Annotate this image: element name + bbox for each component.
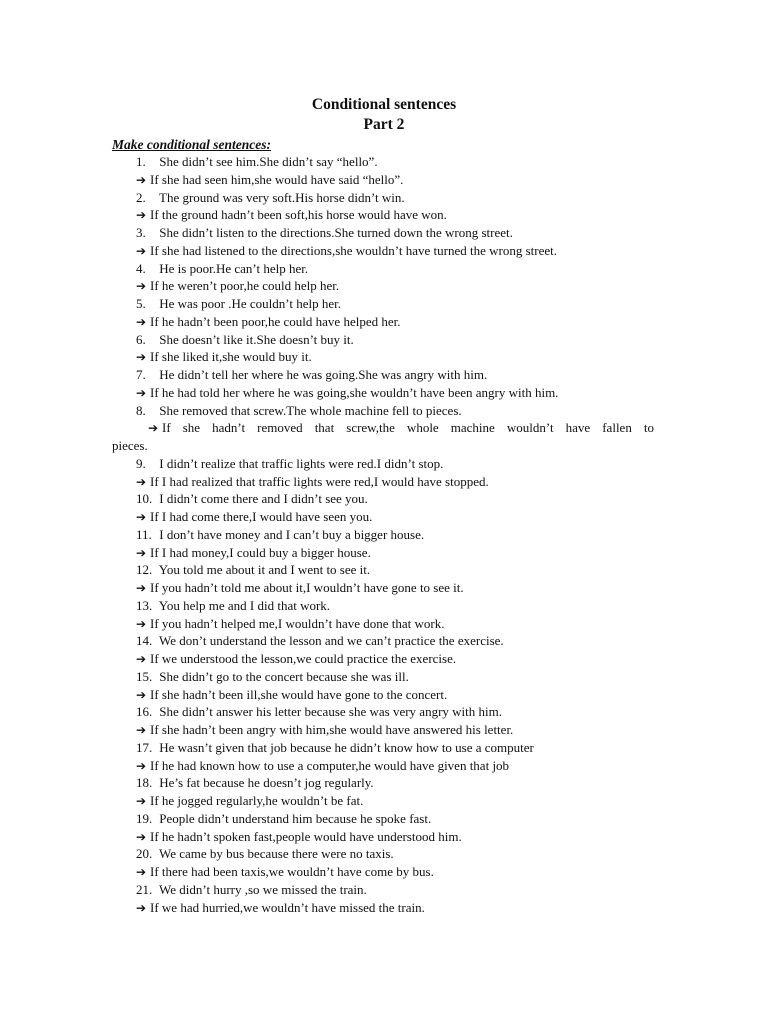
arrow-right-icon: ➔ — [136, 279, 147, 294]
arrow-right-icon: ➔ — [148, 421, 159, 436]
question-number: 17. — [136, 739, 153, 755]
answer-text: If I had realized that traffic lights were red,I would have stopped. — [150, 473, 489, 489]
exercise-question — [0, 224, 768, 242]
exercise-question — [0, 703, 768, 721]
arrow-right-icon: ➔ — [136, 474, 147, 489]
question-number: 12. — [136, 562, 153, 578]
exercise-answer — [0, 757, 768, 775]
answer-text: If she hadn’t been ill,she would have gone to the concert. — [150, 686, 448, 702]
arrow-right-icon: ➔ — [136, 829, 147, 844]
exercise-question — [0, 331, 768, 349]
exercise-question — [0, 260, 768, 278]
exercise-answer — [0, 242, 768, 260]
answer-text: If I had money,I could buy a bigger house. — [150, 544, 371, 560]
question-number: 13. — [136, 597, 153, 613]
question-number: 4. — [136, 260, 146, 276]
question-text: I don’t have money and I can’t buy a bigger house. — [159, 526, 425, 542]
answer-text: If you hadn’t helped me,I wouldn’t have done that work. — [150, 615, 445, 631]
exercise-question — [0, 526, 768, 544]
question-number: 7. — [136, 367, 146, 382]
question-text: People didn’t understand him because he spoke fast. — [159, 810, 432, 826]
question-text: We don’t understand the lesson and we can’t practice the exercise. — [159, 633, 504, 649]
question-text: She didn’t listen to the directions.She turned down the wrong street. — [159, 225, 513, 240]
answer-text: If he hadn’t spoken fast,people would have understood him. — [150, 828, 462, 844]
answer-text: If she had listened to the directions,she wouldn’t have turned the wrong street. — [150, 242, 557, 258]
question-number: 3. — [136, 225, 146, 240]
exercise-question — [0, 402, 768, 420]
question-number: 2. — [136, 189, 146, 205]
question-number: 14. — [136, 633, 153, 649]
question-text: He is poor.He can’t help her. — [159, 260, 309, 276]
question-text: We didn’t hurry ,so we missed the train. — [159, 881, 367, 897]
exercise-question — [0, 597, 768, 615]
answer-text: If the ground hadn’t been soft,his horse would have won. — [150, 207, 447, 223]
exercise-question — [0, 295, 768, 313]
exercise-question — [0, 668, 768, 686]
arrow-right-icon: ➔ — [136, 581, 147, 595]
question-text: He’s fat because he doesn’t jog regularly. — [159, 775, 374, 791]
exercise-answer — [0, 828, 768, 846]
question-number: 6. — [136, 331, 146, 347]
arrow-right-icon: ➔ — [136, 723, 147, 737]
arrow-right-icon: ➔ — [136, 865, 147, 879]
exercise-question — [0, 189, 768, 207]
exercise-question — [0, 881, 768, 899]
arrow-right-icon: ➔ — [136, 314, 147, 329]
exercise-question — [0, 366, 768, 384]
question-number: 18. — [136, 775, 153, 791]
arrow-right-icon: ➔ — [136, 510, 147, 524]
answer-text: If there had been taxis,we wouldn’t have come by bus. — [150, 864, 434, 879]
instruction-heading: Make conditional sentences: — [112, 137, 271, 152]
exercise-question — [0, 490, 768, 508]
question-text: She didn’t answer his letter because she was very angry with him. — [159, 704, 502, 720]
answer-text: If we had hurried,we wouldn’t have missed the train. — [150, 899, 425, 915]
arrow-right-icon: ➔ — [136, 794, 147, 808]
exercise-answer — [0, 277, 768, 295]
arrow-right-icon: ➔ — [136, 243, 147, 258]
exercise-answer — [0, 419, 768, 437]
arrow-right-icon: ➔ — [136, 350, 147, 365]
answer-continuation: pieces. — [112, 438, 148, 453]
exercise-answer — [0, 473, 768, 491]
exercise-answer — [0, 792, 768, 810]
answer-text: If she had seen him,she would have said “hello”. — [150, 171, 404, 187]
exercise-answer — [0, 899, 768, 917]
exercise-answer — [0, 544, 768, 562]
question-text: We came by bus because there were no taxis. — [159, 846, 394, 862]
exercise-question — [0, 774, 768, 792]
arrow-right-icon: ➔ — [136, 172, 147, 187]
arrow-right-icon: ➔ — [136, 616, 147, 631]
answer-text: If you hadn’t told me about it,I wouldn’t have gone to see it. — [150, 580, 464, 595]
exercise-question — [0, 845, 768, 863]
answer-text: If he weren’t poor,he could help her. — [150, 278, 340, 294]
answer-text: If I had come there,I would have seen you. — [150, 509, 373, 524]
answer-text: If he had told her where he was going,she wouldn’t have been angry with him. — [150, 384, 559, 400]
question-text: You help me and I did that work. — [158, 597, 331, 613]
exercise-answer — [0, 686, 768, 704]
answer-text: If he hadn’t been poor,he could have helped her. — [150, 313, 401, 329]
document-subtitle: Part 2 — [363, 116, 405, 133]
arrow-right-icon: ➔ — [136, 758, 147, 773]
exercise-answer — [0, 579, 768, 597]
question-text: She doesn’t like it.She doesn’t buy it. — [159, 331, 354, 347]
question-number: 16. — [136, 704, 153, 720]
question-number: 5. — [136, 296, 146, 311]
answer-text: If she liked it,she would buy it. — [150, 349, 312, 365]
exercise-answer — [0, 206, 768, 224]
exercise-answer — [0, 863, 768, 881]
question-number: 19. — [136, 810, 153, 826]
question-number: 11. — [136, 526, 152, 542]
exercise-answer — [0, 508, 768, 526]
question-number: 10. — [136, 491, 153, 507]
arrow-right-icon: ➔ — [136, 687, 147, 702]
question-text: He wasn’t given that job because he didn’t know how to use a computer — [159, 739, 534, 755]
answer-text: If she hadn’t removed that screw,the whole machine wouldn’t have fallen to — [162, 420, 654, 436]
arrow-right-icon: ➔ — [136, 900, 147, 915]
exercise-question — [0, 632, 768, 650]
exercise-answer — [0, 650, 768, 668]
exercise-question — [0, 739, 768, 757]
question-text: I didn’t come there and I didn’t see you. — [159, 491, 368, 507]
question-text: She didn’t go to the concert because she was ill. — [159, 668, 409, 684]
question-text: She didn’t see him.She didn’t say “hello”. — [159, 154, 378, 169]
question-number: 9. — [136, 455, 146, 471]
question-number: 15. — [136, 668, 153, 684]
answer-text: If he jogged regularly,he wouldn’t be fat. — [150, 793, 364, 808]
exercise-question — [0, 810, 768, 828]
exercise-question — [0, 153, 768, 171]
answer-text: If he had known how to use a computer,he would have given that job — [150, 757, 510, 773]
exercise-answer — [0, 384, 768, 402]
arrow-right-icon: ➔ — [136, 208, 147, 223]
exercise-answer — [0, 348, 768, 366]
arrow-right-icon: ➔ — [136, 545, 147, 560]
exercise-answer — [0, 171, 768, 189]
question-text: I didn’t realize that traffic lights were red.I didn’t stop. — [159, 455, 444, 471]
question-number: 21. — [136, 881, 153, 897]
document-title: Conditional sentences — [311, 96, 457, 113]
question-text: She removed that screw.The whole machine fell to pieces. — [159, 402, 462, 418]
question-number: 20. — [136, 846, 153, 862]
question-text: He didn’t tell her where he was going.She was angry with him. — [159, 367, 488, 382]
question-text: The ground was very soft.His horse didn’t win. — [159, 189, 405, 205]
exercise-answer — [0, 721, 768, 739]
exercise-answer — [0, 313, 768, 331]
answer-text: If she hadn’t been angry with him,she would have answered his letter. — [150, 722, 514, 737]
arrow-right-icon: ➔ — [136, 652, 147, 666]
exercise-list — [0, 153, 768, 916]
exercise-answer — [0, 615, 768, 633]
exercise-question — [0, 561, 768, 579]
question-text: He was poor .He couldn’t help her. — [159, 296, 341, 311]
question-number: 8. — [136, 402, 146, 418]
question-text: You told me about it and I went to see it. — [158, 562, 371, 578]
question-number: 1. — [136, 154, 146, 169]
answer-text: If we understood the lesson,we could practice the exercise. — [150, 651, 457, 666]
exercise-question — [0, 455, 768, 473]
arrow-right-icon: ➔ — [136, 385, 147, 400]
